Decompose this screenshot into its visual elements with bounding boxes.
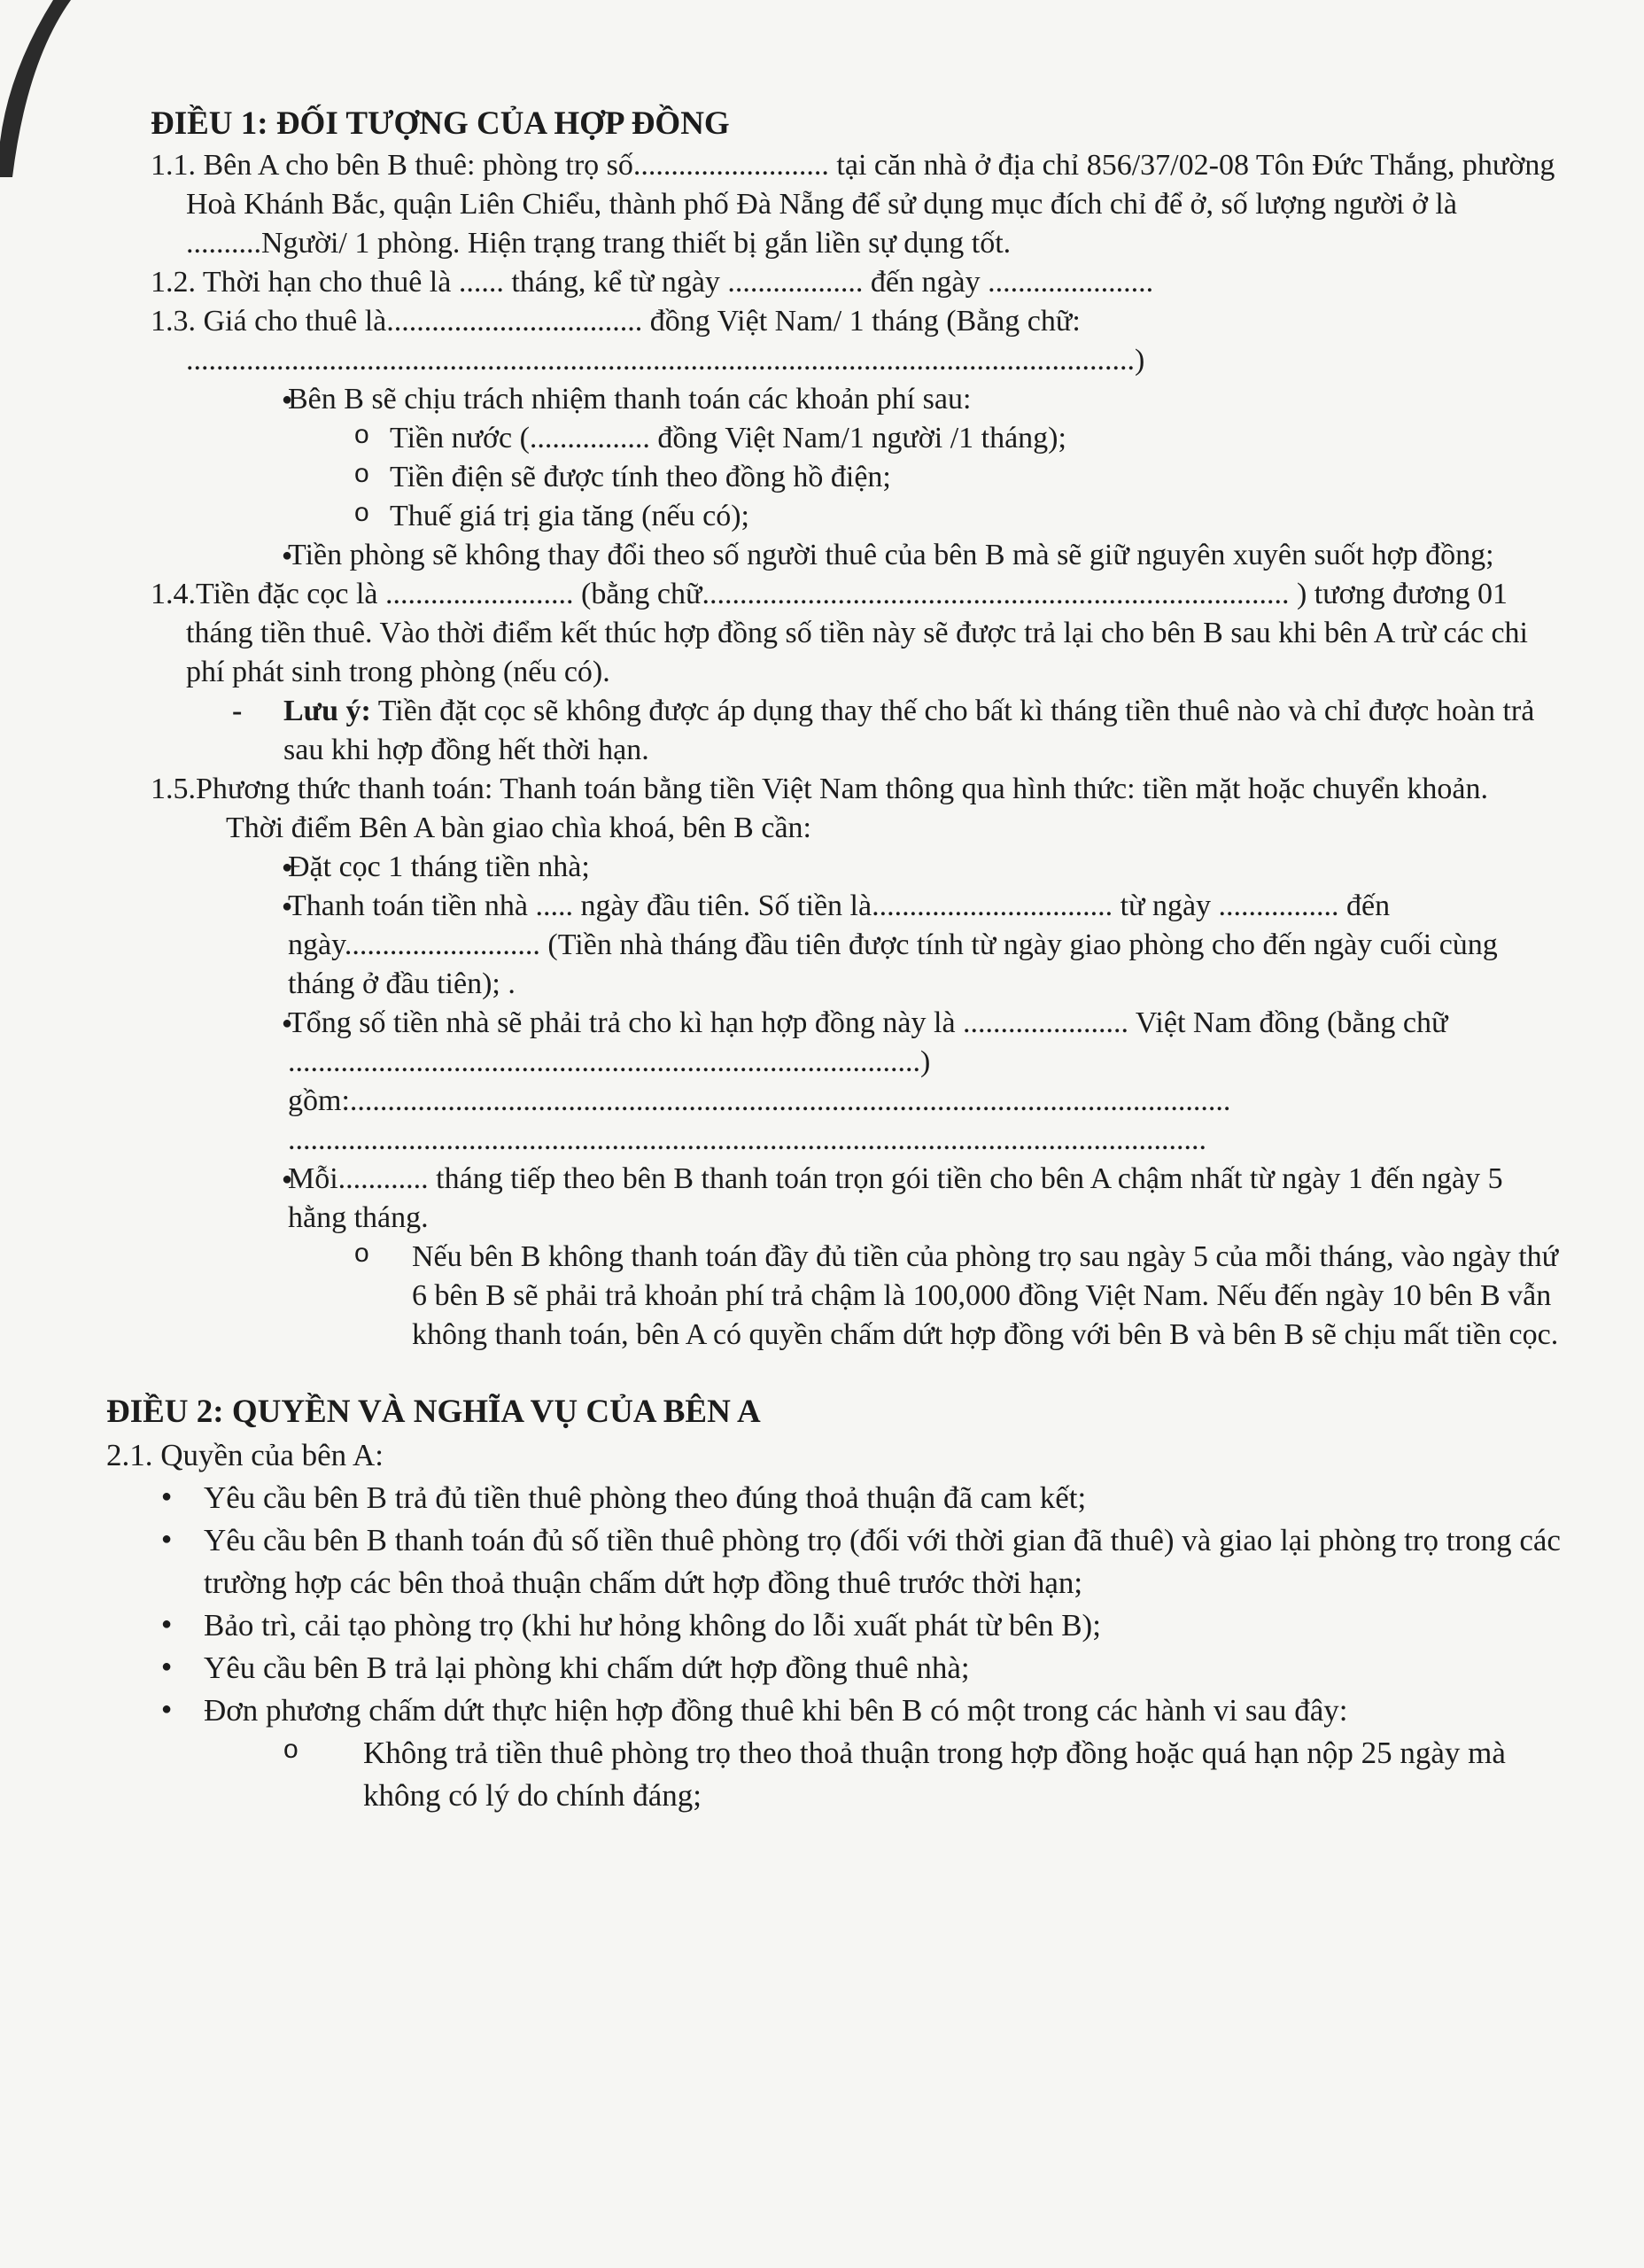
section-gap (151, 1355, 1568, 1390)
fees-list (151, 380, 1568, 575)
contract-page (106, 102, 1568, 1817)
list-item: ● Bảo trì, cải tạo phòng trọ (khi hư hỏng không do lỗi xuất phát từ bên B); (106, 1604, 1568, 1647)
late-payment-sublist (288, 1238, 1568, 1355)
clause-1-3-continuation: ..............................................................................................................................) (186, 344, 1145, 377)
list-item (151, 380, 1568, 536)
list-item: o Không trả tiền thuê phòng trọ theo thoả thuận trong hợp đồng hoặc quá hạn nộp 25 ngày mà không có lý do chính đáng; (106, 1732, 1568, 1817)
fees-intro: Bên B sẽ chịu trách nhiệm thanh toán các khoản phí sau: (288, 383, 972, 416)
termination-intro: Đơn phương chấm dứt thực hiện hợp đồng thuê khi bên B có một trong các hành vi sau đây: (204, 1693, 1348, 1728)
list-item: ● Yêu cầu bên B trả đủ tiền thuê phòng theo đúng thoả thuận đã cam kết; (106, 1477, 1568, 1519)
list-item: o Tiền nước (................ đồng Việt Nam/1 người /1 tháng); (151, 419, 1568, 458)
list-item: ● Đặt cọc 1 tháng tiền nhà; (151, 848, 1568, 887)
corner-fold-mark (0, 0, 71, 177)
clause-1-1: 1.1. Bên A cho bên B thuê: phòng trọ số.......................... tại căn nhà ở địa chỉ 856/37/02-08 Tôn Đức Thắng, phường Hoà Khánh Bắc, quận Liên Chiểu, thành phố Đà Nẵng để sử dụng mục đích chỉ để ở, số lượng người ở là ..........Người/ 1 phòng. Hiện trạng trang thiết bị gắn liền sự dụng tốt. (151, 149, 1555, 260)
list-item (151, 1160, 1568, 1355)
termination-sublist (204, 1732, 1568, 1817)
fees-sublist (288, 419, 1568, 536)
list-item: ● Tiền phòng sẽ không thay đổi theo số người thuê của bên B mà sẽ giữ nguyên xuyên suốt hợp đồng; (151, 536, 1568, 575)
article-2-title: ĐIỀU 2: QUYỀN VÀ NGHĨA VỤ CỦA BÊN A (106, 1394, 761, 1430)
handover-intro: Thời điểm Bên A bàn giao chìa khoá, bên B cần: (226, 812, 811, 844)
note-text: Tiền đặt cọc sẽ không được áp dụng thay thế cho bất kì tháng tiền thuê nào và chỉ được hoàn trả sau khi hợp đồng hết thời hạn. (283, 695, 1535, 766)
list-item (106, 1689, 1568, 1817)
list-item: ● Yêu cầu bên B trả lại phòng khi chấm dứt hợp đồng thuê nhà; (106, 1647, 1568, 1689)
list-item: o Tiền điện sẽ được tính theo đồng hồ điện; (151, 458, 1568, 497)
list-item: o Nếu bên B không thanh toán đầy đủ tiền của phòng trọ sau ngày 5 của mỗi tháng, vào ngày thứ 6 bên B sẽ phải trả khoản phí trả chậm là 100,000 đồng Việt Nam. Nếu đến ngày 10 bên B vẫn không thanh toán, bên A có quyền chấm dứt hợp đồng với bên B và bên B sẽ chịu mất tiền cọc. (151, 1238, 1568, 1355)
clause-1-4: 1.4.Tiền đặc cọc là ......................... (bằng chữ.............................................................................. ) tương đương 01 tháng tiền thuê. Vào thời điểm kết thúc hợp đồng số tiền này sẽ được trả lại cho bên B sau khi bên A trừ các chi phí phát sinh trong phòng (nếu có). (151, 578, 1528, 688)
article-2 (106, 1390, 1568, 1817)
list-item: o Thuế giá trị gia tăng (nếu có); (151, 497, 1568, 536)
clause-1-2: 1.2. Thời hạn cho thuê là ...... tháng, kể từ ngày .................. đến ngày ...................... (151, 266, 1154, 299)
clause-1-3: 1.3. Giá cho thuê là.................................. đồng Việt Nam/ 1 tháng (Bằng chữ: (151, 305, 1081, 338)
list-item: ● Tổng số tiền nhà sẽ phải trả cho kì hạn hợp đồng này là ...................... Việt Nam đồng (bằng chữ ....................................................................................) gồm:..................................................................................................................... .......................................................................................................................... (151, 1004, 1568, 1160)
list-item (151, 692, 1568, 770)
rights-list (106, 1477, 1568, 1817)
clause-1-5: 1.5.Phương thức thanh toán: Thanh toán bằng tiền Việt Nam thông qua hình thức: tiền mặt hoặc chuyển khoản. (151, 773, 1488, 805)
note-label: Lưu ý: (283, 695, 371, 727)
deposit-note (151, 692, 1568, 770)
list-item: ● Yêu cầu bên B thanh toán đủ số tiền thuê phòng trọ (đối với thời gian đã thuê) và giao lại phòng trọ trong các trường hợp các bên thoả thuận chấm dứt hợp đồng thuê trước thời hạn; (106, 1519, 1568, 1604)
handover-list (151, 848, 1568, 1355)
article-1-title: ĐIỀU 1: ĐỐI TƯỢNG CỦA HỢP ĐỒNG (151, 105, 730, 142)
list-item: ● Thanh toán tiền nhà ..... ngày đầu tiên. Số tiền là................................ từ ngày ................ đến ngày.......................... (Tiền nhà tháng đầu tiên được tính từ ngày giao phòng cho đến ngày cuối cùng tháng ở đầu tiên); . (151, 887, 1568, 1004)
clause-2-1: 2.1. Quyền của bên A: (106, 1438, 384, 1472)
monthly-payment: Mỗi............ tháng tiếp theo bên B thanh toán trọn gói tiền cho bên A chậm nhất từ ngày 1 đến ngày 5 hằng tháng. (288, 1162, 1503, 1234)
